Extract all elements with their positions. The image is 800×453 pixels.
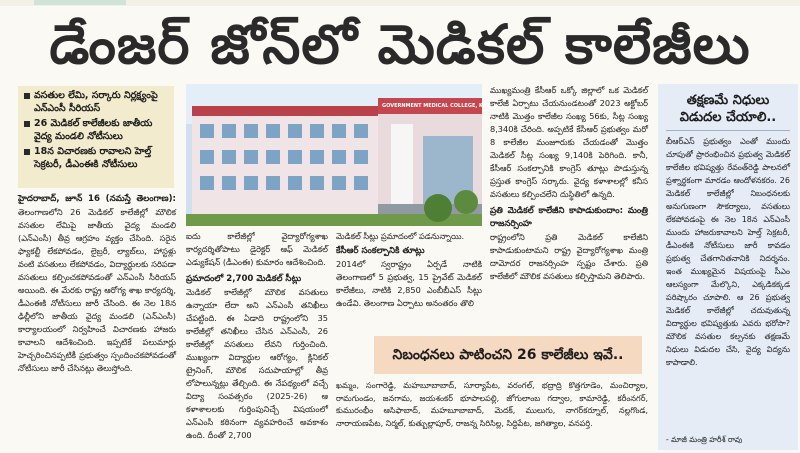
highlight-item: 26 మెడికల్ కాలేజీలకు జాతీయ వైద్య మండలి నోటీసులు (24, 118, 168, 143)
article-text: ఐదు కాలేజీల్లో వైద్యారోగ్యశాఖ కార్యదర్శితోపాటు డైరెక్టర్ ఆఫ్ మెడికల్ ఎడ్యుకేషన్ (డీఎంఈ) కుమారం ఆదేశించింది. (186, 231, 328, 267)
highlight-item: 18న విచారణకు రావాలని హెల్త్ సెక్రటరీ, డీఎంఈకి నోటీసులు (24, 146, 168, 171)
sidebar-body: బీఆర్ఎస్ ప్రభుత్వం ఎంతో ముందు చూపుతో ప్రారంభించిన ప్రభుత్వ మెడికల్ కాలేజీల భవిష్యత్తు రేవంత్‌రెడ్డి పాలనలో ప్రశ్నార్థకంగా మారడం ఆందోళనకరం. 26 మెడికల్ కాలేజీల్లో నిబంధనలకు అనుగుణంగా సౌకర్యాలు, వసతులు లేకపోవడంపై ఈ నెల 18న ఎన్ఎంసీ ముందు హాజరుకావాలని హెల్త్ సెక్రటరీ, డీఎంఈకి నోటీసులు జారీ కావడం ప్రభుత్వ చేతగానితనానికి నిదర్శనం. ఇంత ముఖ్యమైన విషయంపై సీఎం ఆలస్యంగా మేల్కొని, ఎక్కడికక్కడ పరిష్కారం చూపాలి. ఆ 26 ప్రభుత్వ మెడికల్ కాలేజీల్లో చదువుతున్న విద్యార్థుల భవిష్యత్తుకు ఎవరు భరోసా? మౌలిక వసతుల కల్పనకు తక్షణమే నిధులు విడుదల చేసి, వైద్య విద్యను కాపాడాలి. (666, 137, 790, 367)
dateline: హైదరాబాద్, జూన్ 16 (నమస్తే తెలంగాణ): (18, 194, 176, 204)
college-photo (186, 84, 515, 226)
colleges-callout: నిబంధనలు పాటించని 26 కాలేజీలు ఇవే.. (374, 336, 642, 374)
section-tab (34, 0, 126, 5)
headline: డేంజర్ జోన్‌లో మెడికల్ కాలేజీలు (49, 13, 751, 76)
sidebar-divider (666, 130, 790, 131)
sidebar-title: విడుదల చేయాలి.. (679, 110, 777, 125)
highlights-box (18, 86, 174, 188)
college-sign: GOVERNMENT MEDICAL COLLEGE, KAMAREDDY (382, 103, 515, 109)
article-text: మెడికల్ కాలేజీల్లో మౌలిక వసతులు ఉన్నాయా లేదా అని ఎన్ఎంసీ తనిఖీలు చేపట్టింది. ఈ ఏడాది రాష్ట్రంలోని 35 కాలేజీల్లో తనిఖీలు చేసిన ఎన్ఎంసీ, 26 కాలేజీల్లో వసతులు లేవని గుర్తించింది. ముఖ్యంగా విద్యార్థుల ఆరోగ్యం, క్లినికల్ ట్రైనింగ్, మౌలిక సదుపాయాల్లో తీవ్ర లోపాలున్నట్లు తేల్చింది. ఈ నేపథ్యంలో వచ్చే విద్యా సంవత్సరం (2025-26) ఆ కళాశాలలకు గుర్తింపునిచ్చే విషయంలో ఎన్ఎంసీ కఠినంగా వ్యవహరించే అవకాశం ఉంది. దీంతో 2,700 (186, 287, 328, 440)
sidebar-author: - మాజీ మంత్రి హరీశ్ రావు (666, 435, 743, 444)
article-column-1 (18, 192, 176, 450)
subheading: ప్రతి మెడికల్ కాలేజీని కాపాడుకుందాం: మంత్రి రాజనర్సింహ (490, 206, 648, 229)
colleges-list: ఖమ్మం, సంగారెడ్డి, మహబూబాబాద్, సూర్యాపేట, వరంగల్, భద్రాద్రి కొత్తగూడెం, మంచిర్యాల, రామగుండం, జనగామ, జయశంకర్ భూపాలపల్లి, జోగులాంబ గద్వాల, కామారెడ్డి, కరీంనగర్, కుమురంభీం ఆసిఫాబాద్, మహబూబాబాద్, మెదక్, ములుగు, నాగర్‌కర్నూల్, నల్లగొండ, నారాయణపేట, నిర్మల్, కుత్బుల్లాపూర్, రాజన్న సిరిసిల్ల, సిద్దిపేట, జగిత్యాల, వనపర్తి. (336, 381, 648, 428)
sidebar-title: తక్షణమే నిధులు (686, 93, 770, 108)
article-text: తెలంగాణలోని 26 మెడికల్ కాలేజీల్లో మౌలిక వసతుల లేమిపై జాతీయ వైద్య మండలి (ఎన్ఎంసీ) తీవ్ర ఆగ్రహం వ్యక్తం చేసింది. సరైన ఫ్యాకల్టీ లేకపోవడం, లైబ్రరీ, ల్యాబ్‌లు, హాస్టళ్లు వంటి వసతులు లేకపోవడం, విద్యార్థులకు సరిపడా వసతులు కల్పించకపోవడంతో ఎన్ఎంసీ సీరియస్ అయింది. ఈ మేరకు రాష్ట్ర ఆరోగ్య శాఖ కార్యదర్శి, డీఎంఈకి నోటీసులు జారీ చేసింది. ఈ నెల 18న ఢిల్లీలోని జాతీయ వైద్య మండలి (ఎన్ఎంసీ) కార్యాలయంలో నిర్వహించే విచారణకు హాజరు కావాలని ఆదేశించింది. ఇప్పటికే పలుమార్లు హెచ్చరించినప్పటికీ ప్రభుత్వం స్పందించకపోవడంతో నోటీసులు జారీ చేసినట్లు తెలుస్తోంది. (18, 207, 176, 373)
article-column-4 (490, 84, 648, 332)
bullet-icon (24, 149, 30, 155)
bullet-icon (24, 93, 30, 99)
article-text: రాష్ట్రంలోని ప్రతి మెడికల్ కాలేజీని కాపాడుకుంటామని రాష్ట్ర వైద్యారోగ్యశాఖ మంత్రి దామోదర రాజనర్సింహ స్పష్టం చేశారు. ప్రతి కాలేజీలో మౌలిక వసతులు కల్పిస్తామని తెలిపారు. (490, 232, 648, 281)
article-text: 2014లో స్వరాష్ట్రం ఏర్పడే నాటికి తెలంగాణలో 5 ప్రభుత్వ, 15 ప్రైవేట్ మెడికల్ కాలేజీలు, నాటికి 2,850 ఎంబీబీఎస్ సీట్లు ఉండేవి. తెలంగాణ ఏర్పాటు అనంతరం తొలి (336, 259, 482, 308)
article-text: ముఖ్యమంత్రి కేసీఆర్ ఒక్కో జిల్లాలో ఒక మెడికల్ కాలేజీ ఏర్పాటు చేయనుండటంతో 2023 అక్టోబర్ నాటికి మొత్తం కాలేజీల సంఖ్య 56కు, సీట్ల సంఖ్య 8,340కి చేరింది. అప్పటికే కేసీఆర్ ప్రభుత్వం మరో 8 కాలేజీల మంజూరుకు చేయడంతో మొత్తం మెడికల్ సీట్ల సంఖ్య 9,140కి పెరిగింది. కానీ, కేసీఆర్ సంకల్పానికి కాంగ్రెస్ తూట్లు పొడుస్తున్న ప్రస్తుత కాంగ్రెస్ సర్కారు. వైద్య కళాశాలల్లో కనీస వసతులు కల్పించలేని దుస్థితిలో ఉన్నది. (490, 85, 648, 199)
article-text: మెడికల్ సీట్లు ప్రమాదంలో పడనున్నాయి. (336, 231, 465, 241)
harish-rao-sidebar (658, 84, 798, 450)
highlight-item: వసతుల లేమి, సర్కారు నిర్లక్ష్యంపై ఎన్ఎంసీ సీరియస్ (24, 90, 168, 115)
article-column-2 (186, 230, 328, 450)
subheading: ప్రమాదంలో 2,700 మెడికల్ సీట్లు (186, 274, 302, 284)
article-column-3 (336, 230, 482, 332)
subheading: కేసీఆర్ సంకల్పానికి తూట్లు (336, 246, 425, 256)
bullet-icon (24, 121, 30, 127)
